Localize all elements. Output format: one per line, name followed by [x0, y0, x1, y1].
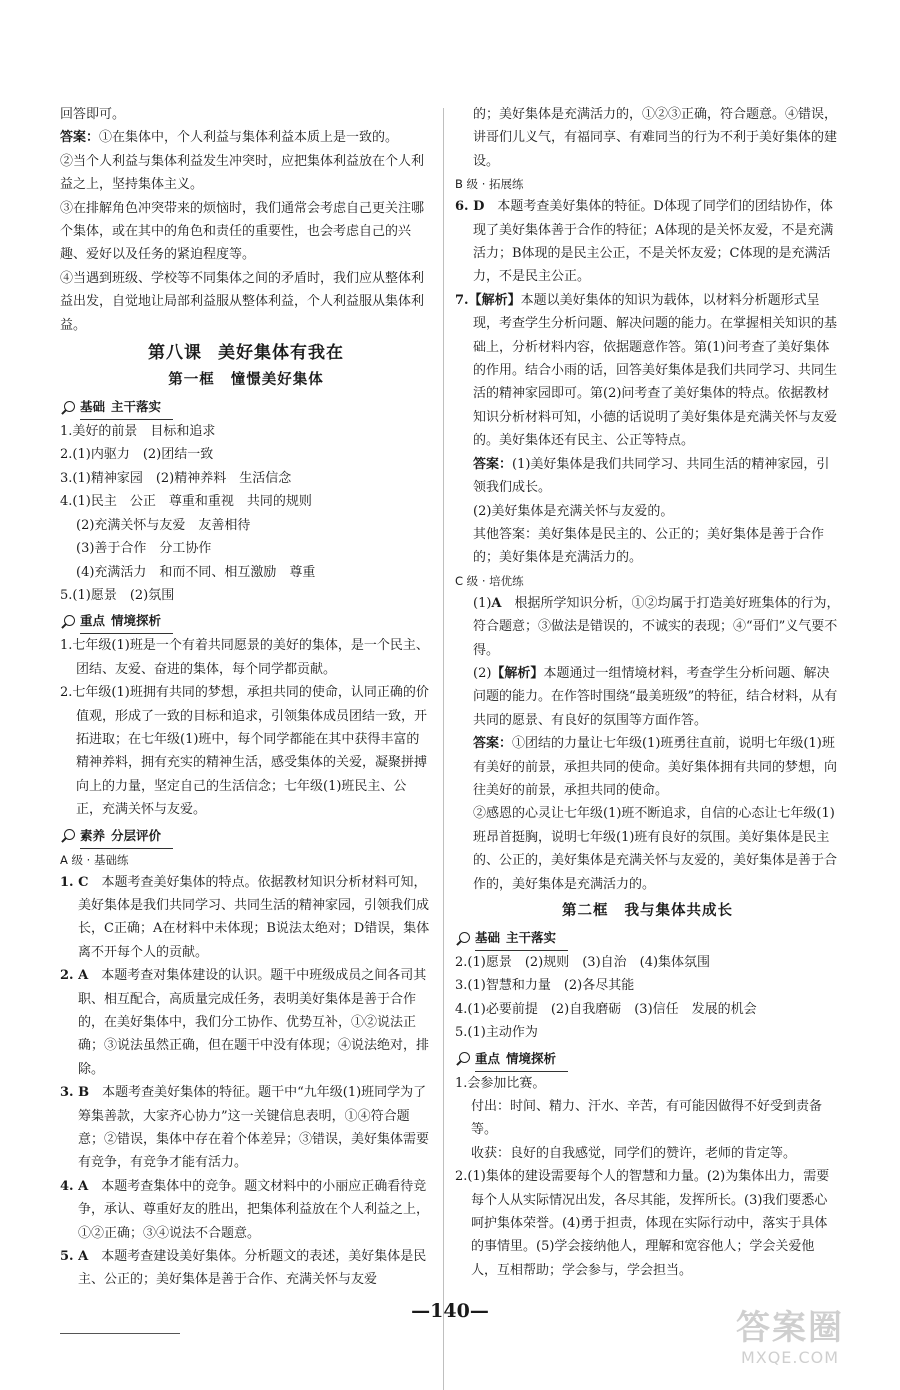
list-item: 3.(1)智慧和力量 (2)各尽其能	[455, 978, 635, 994]
question-1	[60, 871, 432, 965]
section-tag: 基础	[80, 399, 106, 415]
question-5	[60, 1245, 432, 1292]
analysis-tag: 【解析】	[468, 292, 521, 308]
question-number: 3. B	[60, 1085, 90, 1101]
question-text: 根据所学知识分析，①②均属于打造美好班集体的行为，符合题意；③做法是错误的，不诚实的表现；④“哥们”义气要不得。	[473, 595, 840, 658]
question-text: 本题通过一组情境材料，考查学生分析问题、解决问题的能力。在作答时围绕“最美班级”的特征，结合材料，从有共同的愿景、有良好的氛围等方面作答。	[473, 665, 838, 728]
footer-rule	[60, 1333, 180, 1334]
answer-line-2: ②当个人利益与集体利益发生冲突时，应把集体利益放在个人利益之上，坚持集体主义。	[60, 153, 425, 193]
list-item: 5.(1)主动作为	[455, 1025, 538, 1041]
list-item: 5.(1)愿景 (2)氛围	[60, 587, 175, 603]
lesson-title	[60, 339, 432, 367]
section-key-2	[455, 1047, 840, 1072]
c-question-2	[455, 662, 840, 732]
list-item: 4.(1)必要前提 (2)自我磨砺 (3)信任 发展的机会	[455, 1001, 757, 1017]
page-number: —140—	[411, 1300, 489, 1322]
magnifier-icon	[60, 828, 76, 844]
list-item: 2.(1)内驱力 (2)团结一致	[60, 447, 214, 463]
watermark-text: 答案圈	[736, 1308, 844, 1348]
magnifier-icon	[60, 614, 76, 630]
answer-label: 答案：	[473, 456, 513, 472]
answer-line-3: ③在排解角色冲突带来的烦恼时，我们通常会考虑自己更关注哪个集体，或在其中的角色和责任的重要性，也会考虑自己的兴趣、爱好以及任务的紧迫程度等。	[60, 200, 425, 263]
question-text: 本题考查美好集体的特点。依据教材知识分析材料可知，美好集体是我们共同学习、共同生活的精神家园，引领我们成长，C正确；A在材料中未体现；B说法太绝对；D错误，集体离不开每个人的贡献。	[78, 874, 430, 960]
grade-a-heading: A 级 · 基础练	[60, 852, 129, 867]
list-item: 1.美好的前景 目标和追求	[60, 424, 216, 440]
question-5-continued: 的；美好集体是充满活力的，①②③正确，符合题意。④错误，讲哥们儿义气，有福同享、有难同当的行为不利于美好集体的建设。	[473, 107, 838, 169]
left-column	[60, 103, 432, 1292]
answer-line-1: ①在集体中，个人利益与集体利益本质上是一致的。	[99, 130, 399, 146]
question-4	[60, 1175, 432, 1245]
list-item: (2)充满关怀与友爱 友善相待	[76, 517, 251, 533]
question-text: 本题考查集体中的竞争。题文材料中的小丽应正确看待竞争，承认、尊重好友的胜出，把集体利益放在个人利益之上，①②正确；③④说法不合题意。	[78, 1178, 430, 1241]
section-name: 分层评价	[111, 827, 162, 843]
frame-title-2	[455, 898, 840, 924]
list-item: 收获：良好的自我感觉，同学们的赞许，老师的肯定等。	[471, 1145, 797, 1161]
q7-answer-2: (2)美好集体是充满关怀与友爱的。	[473, 503, 674, 519]
answer-label: 答案：	[60, 130, 100, 146]
question-6	[455, 195, 840, 289]
section-quality	[60, 824, 432, 849]
section-name: 情境探析	[111, 613, 162, 629]
list-item: 1.七年级(1)班是一个有着共同愿景的美好的集体，是一个民主、团结、友爱、奋进的集体，每个同学都贡献。	[60, 638, 429, 677]
question-3	[60, 1081, 432, 1175]
q7-answer-1	[455, 453, 840, 500]
q7-answer-3: 其他答案：美好集体是民主的、公正的；美好集体是善于合作的；美好集体是充满活力的。	[473, 526, 825, 566]
section-name: 主干落实	[506, 930, 557, 945]
answer-block	[60, 126, 432, 149]
grade-b-heading: B 级 · 拓展练	[455, 177, 524, 192]
list-item: 3.(1)精神家园 (2)精神养料 生活信念	[60, 470, 292, 486]
right-column	[455, 103, 840, 1282]
intro-line: 回答即可。	[60, 107, 126, 122]
list-item: 4.(1)民主 公正 尊重和重视 共同的规则	[60, 494, 312, 510]
list-item: 2.(1)集体的建设需要每个人的智慧和力量。(2)为集体出力，需要每个人从实际情况出发，各尽其能，发挥所长。(3)我们要悉心呵护集体荣誉。(4)勇于担责，体现在实际行动中，落实于具体的事情里。(5)学会接纳他人，理解和宽容他人；学会关爱他人，互相帮助；学会参与，学会担当。	[455, 1169, 830, 1278]
question-text: 本题考查美好集体的特征。D体现了同学们的团结协作，体现了美好集体善于合作的特征；A体现的是关怀友爱，不是充满活力；B体现的是民主公正，不是关怀友爱；C体现的是充满活力，不是民主公正。	[473, 199, 834, 285]
answer-line-4: ④当遇到班级、学校等不同集体之间的矛盾时，我们应从整体利益出发，自觉地让局部利益服从整体利益，个人利益服从集体利益。	[60, 270, 425, 333]
answer-text: ①团结的力量让七年级(1)班勇往直前，说明七年级(1)班有美好的前景，承担共同的使命。美好集体拥有共同的梦想，向往美好的前景，承担共同的使命。	[473, 736, 838, 798]
section-tag: 素养	[80, 827, 106, 843]
c2-answer-2: ②感恩的心灵让七年级(1)班不断追求，自信的心态让七年级(1)班昂首挺胸，说明七年级(1)班有良好的氛围。美好集体是民主的、公正的，美好集体是充满关怀与友爱的，美好集体是善于合作的，美好集体是充满活力的。	[473, 806, 838, 892]
section-tag: 基础	[475, 930, 501, 945]
magnifier-icon	[455, 931, 471, 947]
frame-name: 我与集体共成长	[624, 902, 733, 919]
section-tag: 重点	[475, 1050, 501, 1066]
frame-title-1	[60, 367, 432, 393]
analysis-tag: 【解析】	[491, 665, 544, 681]
question-text: 本题考查美好集体的特征。题干中“九年级(1)班同学为了筹集善款，大家齐心协力”这一关键信息表明，①④符合题意；②错误，集体中存在着个体差异；③错误，美好集体需要有竞争，有竞争才能有活力。	[78, 1085, 430, 1171]
section-basic-2	[455, 926, 840, 951]
lesson-number: 第八课	[148, 343, 202, 364]
list-item: 2.七年级(1)班拥有共同的梦想，承担共同的使命，认同正确的价值观，形成了一致的目标和追求，引领集体成员团结一致，开拓进取；在七年级(1)班中，每个同学都能在其中获得丰富的精神养料，拥有充实的精神生活，感受集体的关爱，凝聚拼搏向上的力量，坚定自己的生活信念；七年级(1)班民主、公正，充满关怀与友爱。	[60, 685, 429, 818]
question-text: 本题考查建设美好集体。分析题文的表述，美好集体是民主、公正的；美好集体是善于合作、充满关怀与友爱	[78, 1249, 427, 1288]
question-number: 5. A	[60, 1249, 89, 1265]
section-basic-1	[60, 395, 432, 420]
list-item: (4)充满活力 和而不同、相互激励 尊重	[76, 564, 316, 580]
question-number: 2. A	[60, 968, 89, 984]
column-divider	[443, 108, 444, 1390]
grade-c-heading: C 级 · 培优练	[455, 573, 524, 588]
question-number: 4. A	[60, 1178, 89, 1194]
list-item: 1.会参加比赛。	[455, 1075, 546, 1091]
watermark-url: MXQE.COM	[740, 1348, 840, 1367]
lesson-name: 美好集体有我在	[218, 343, 344, 364]
c-question-1	[455, 592, 840, 662]
question-text: 本题考查对集体建设的认识。题干中班级成员之间各司其职、相互配合，高质量完成任务，表明美好集体是善于合作的，在美好集体中，我们分工协作、优势互补，①②说法正确；③说法虽然正确，但在题干中没有体现；④说法绝对，排除。	[78, 968, 430, 1077]
magnifier-icon	[60, 400, 76, 416]
frame-name: 憧憬美好集体	[230, 371, 324, 389]
section-name: 情境探析	[506, 1050, 557, 1066]
question-7	[455, 289, 840, 453]
answer-label: 答案：	[473, 736, 513, 752]
answer-text: (1)美好集体是我们共同学习、共同生活的精神家园，引领我们成长。	[473, 456, 830, 496]
question-number: (2)	[473, 665, 492, 681]
question-number: 6. D	[455, 199, 485, 215]
list-item: 付出：时间、精力、汗水、辛苦，有可能因做得不好受到责备等。	[471, 1099, 823, 1138]
magnifier-icon	[455, 1051, 471, 1067]
question-number: 1. C	[60, 874, 89, 890]
question-2	[60, 964, 432, 1081]
answer-choice: A	[491, 595, 502, 611]
section-key-1	[60, 609, 432, 634]
list-item: (3)善于合作 分工协作	[76, 541, 212, 557]
question-number: (1)	[473, 595, 492, 611]
question-text: 本题以美好集体的知识为载体，以材料分析题形式呈现，考查学生分析问题、解决问题的能力。在掌握相关知识的基础上，分析材料内容，依据题意作答。第(1)问考查了美好集体的作用。结合小雨的话，回答美好集体是我们共同学习、共同生活的精神家园即可。第(2)问考查了美好集体的特点。依据教材知识分析材料可知，小德的话说明了美好集体是充满关怀与友爱的。美好集体还有民主、公正等特点。	[473, 292, 838, 449]
section-tag: 重点	[80, 613, 106, 629]
watermark-logo	[710, 1308, 870, 1384]
section-name: 主干落实	[111, 399, 162, 415]
frame-number: 第二框	[562, 902, 609, 919]
question-number: 7.	[455, 292, 469, 308]
list-item: 2.(1)愿景 (2)规则 (3)自治 (4)集体氛围	[455, 955, 711, 970]
frame-number: 第一框	[168, 371, 215, 389]
c2-answer-1	[455, 732, 840, 802]
